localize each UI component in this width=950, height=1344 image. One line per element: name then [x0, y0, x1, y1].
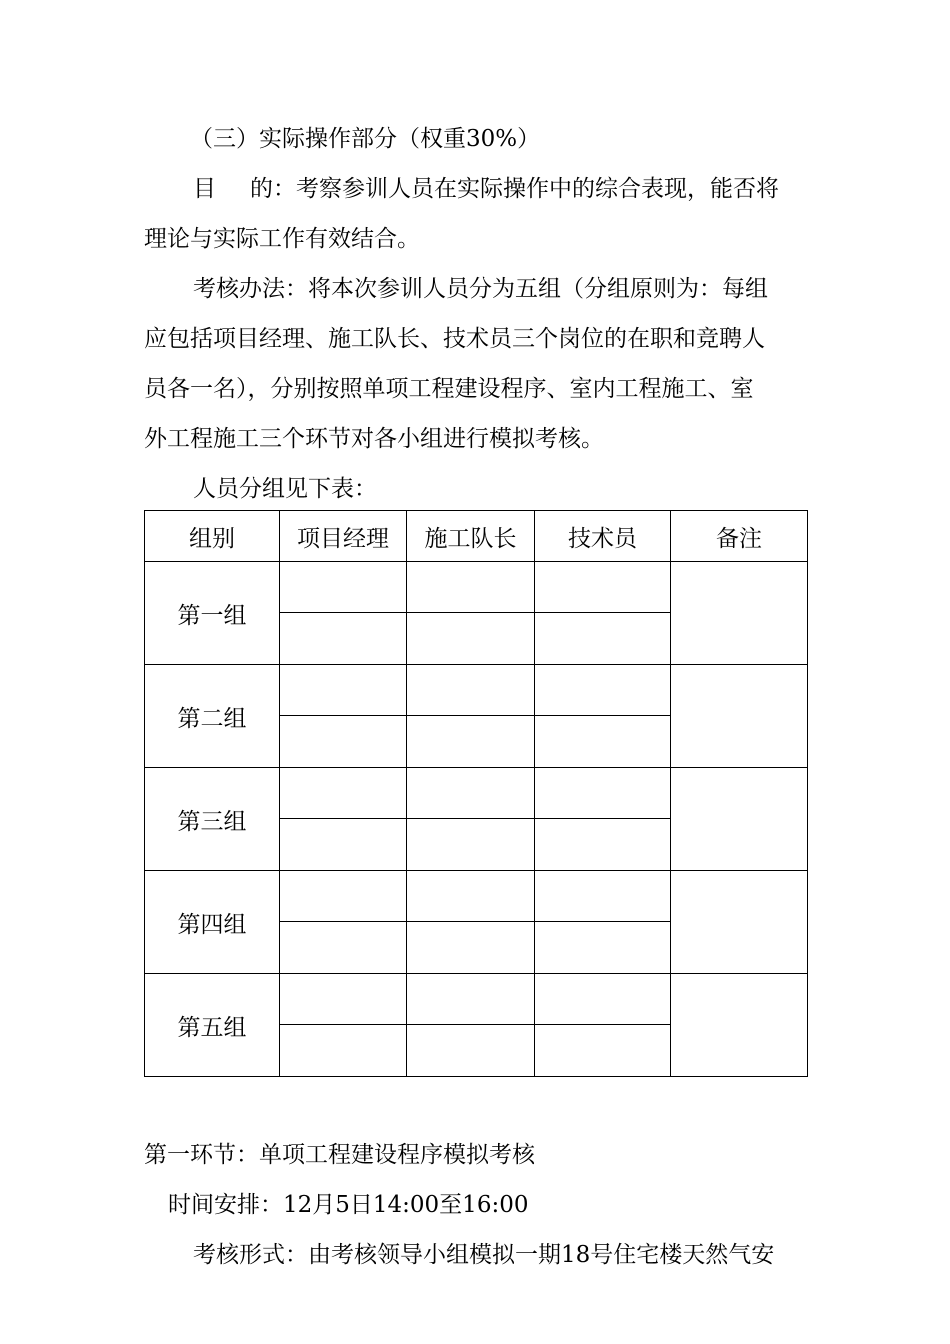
group-name-cell: 第一组	[145, 562, 280, 665]
table-cell	[280, 562, 407, 613]
table-cell	[407, 922, 535, 974]
method-line-3: 员各一名），分别按照单项工程建设程序、室内工程施工、室	[144, 376, 754, 402]
header-technician: 技术员	[535, 511, 671, 562]
table-cell	[280, 974, 407, 1025]
table-row	[145, 871, 808, 922]
table-row	[145, 974, 808, 1025]
header-remarks: 备注	[671, 511, 808, 562]
table-cell	[280, 665, 407, 716]
section-heading: （三）实际操作部分（权重30%）	[190, 126, 541, 152]
purpose-label-second: 的	[250, 176, 273, 202]
group-name-cell: 第五组	[145, 974, 280, 1077]
table-cell	[535, 1025, 671, 1077]
table-cell	[280, 871, 407, 922]
table-cell	[280, 768, 407, 819]
method-line-1: 考核办法：将本次参训人员分为五组（分组原则为：每组	[193, 276, 768, 302]
group-name-cell: 第二组	[145, 665, 280, 768]
table-cell	[407, 562, 535, 613]
table-cell	[280, 1025, 407, 1077]
table-cell	[535, 665, 671, 716]
table-cell	[407, 716, 535, 768]
table-cell	[535, 871, 671, 922]
table-cell	[280, 819, 407, 871]
remarks-cell	[671, 665, 808, 768]
remarks-cell	[671, 768, 808, 871]
table-row	[145, 768, 808, 819]
header-group: 组别	[145, 511, 280, 562]
group-name-cell: 第四组	[145, 871, 280, 974]
table-cell	[535, 768, 671, 819]
table-header-row	[145, 511, 808, 562]
table-cell	[535, 819, 671, 871]
table-cell	[280, 922, 407, 974]
purpose-label-first: 目	[193, 176, 216, 202]
stage1-form: 考核形式：由考核领导小组模拟一期18号住宅楼天然气安	[193, 1242, 775, 1268]
table-intro: 人员分组见下表：	[193, 476, 377, 502]
table-cell	[535, 613, 671, 665]
table-cell	[280, 613, 407, 665]
method-line-2: 应包括项目经理、施工队长、技术员三个岗位的在职和竞聘人	[144, 326, 765, 352]
table-cell	[407, 613, 535, 665]
table-cell	[407, 974, 535, 1025]
purpose-text: ：考察参训人员在实际操作中的综合表现，能否将	[273, 176, 779, 202]
stage1-title: 第一环节：单项工程建设程序模拟考核	[144, 1142, 535, 1168]
table-cell	[407, 819, 535, 871]
group-table	[144, 510, 808, 1077]
table-cell	[407, 871, 535, 922]
table-cell	[407, 665, 535, 716]
purpose-label	[193, 174, 273, 204]
remarks-cell	[671, 871, 808, 974]
remarks-cell	[671, 974, 808, 1077]
header-project-manager: 项目经理	[280, 511, 407, 562]
header-construction-leader: 施工队长	[407, 511, 535, 562]
table-cell	[280, 716, 407, 768]
table-row	[145, 562, 808, 613]
remarks-cell	[671, 562, 808, 665]
group-name-cell: 第三组	[145, 768, 280, 871]
table-row	[145, 665, 808, 716]
purpose-line-2: 理论与实际工作有效结合。	[144, 226, 420, 252]
table-cell	[535, 974, 671, 1025]
table-cell	[535, 562, 671, 613]
purpose-line-1	[193, 174, 779, 204]
table-cell	[407, 768, 535, 819]
stage1-schedule: 时间安排：12月5日14:00至16:00	[168, 1192, 529, 1218]
table-cell	[535, 922, 671, 974]
method-line-4: 外工程施工三个环节对各小组进行模拟考核。	[144, 426, 604, 452]
table-cell	[535, 716, 671, 768]
table-cell	[407, 1025, 535, 1077]
